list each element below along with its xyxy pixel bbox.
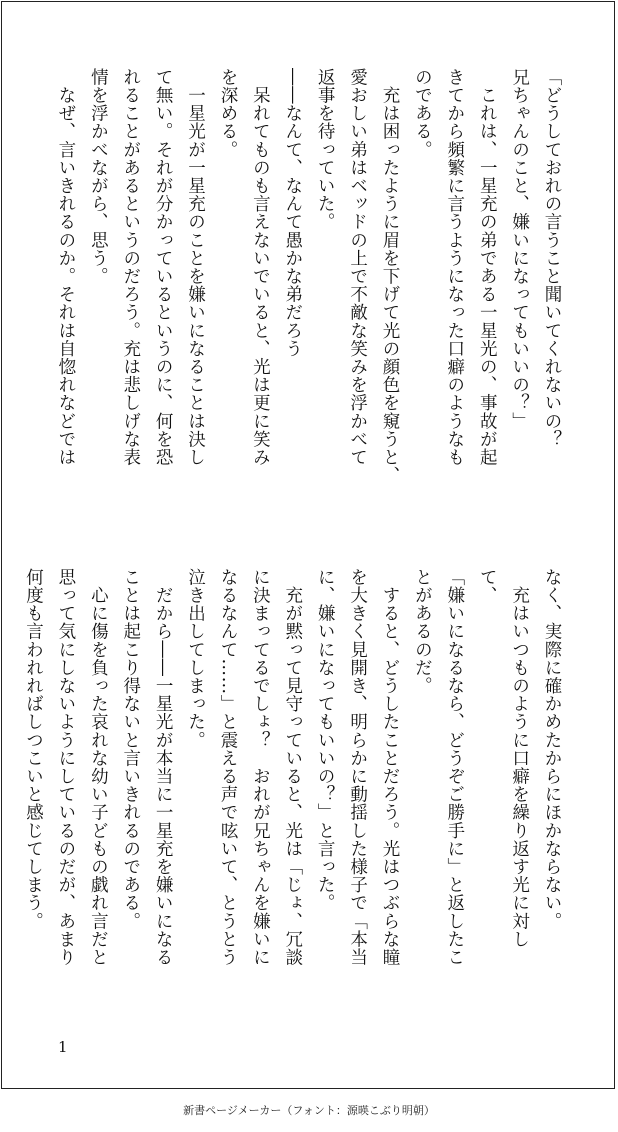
- text-line: 何度も言われればしつこいと感じてしまう。: [23, 568, 44, 930]
- text-line: 泣き出してしまった。: [185, 568, 206, 749]
- text-line: 心に傷を負った哀れな幼い子どもの戯れ言だと: [88, 568, 109, 967]
- text-line: ――なんて、なんて愚かな弟だろう: [282, 68, 303, 358]
- text-line: なく、実際に確かめたからにほかならない。: [542, 568, 562, 930]
- text-line: きてから頻繁に言うようになった口癖のようなも: [444, 68, 465, 467]
- text-line: とがあるのだ。: [412, 568, 433, 695]
- text-line: なぜ、言いきれるのか。それは自惚れなどでは: [55, 68, 76, 467]
- text-line: 返事を待っていた。: [315, 68, 336, 231]
- text-block-top: [46, 68, 568, 516]
- text-line: 「どうしておれの言うこと聞いてくれないの？: [542, 68, 562, 449]
- text-line: 呆れてものも言えないでいると、光は更に笑み: [250, 68, 271, 467]
- text-line: 愛おしい弟はベッドの上で不敵な笑みを浮かべて: [347, 68, 368, 467]
- text-block-bottom: [23, 568, 568, 968]
- text-line: 思って気にしないようにしているのだが、あまり: [55, 568, 76, 967]
- text-line: 一星光が一星充のことを嫌いになることは決し: [185, 68, 206, 467]
- text-line: 充はいつものように口癖を繰り返す光に対して、: [477, 568, 530, 949]
- footer-credit: 新書ページメーカー（フォント：源暎こぶり明朝）: [183, 1104, 435, 1117]
- text-line: 情を浮かべながら、思う。: [88, 68, 109, 286]
- text-line: すると、どうしたことだろう。光はつぶらな瞳: [379, 568, 400, 967]
- page-frame: [1, 1, 615, 1089]
- text-line: これは、一星充の弟である一星光の、事故が起: [477, 68, 498, 467]
- text-line: に、嫌いになってもいいの？」と言った。: [315, 568, 336, 912]
- text-line: のである。: [412, 68, 433, 159]
- text-line: れることがあるというのだろう。充は悲しげな表: [120, 68, 141, 467]
- text-line: に決まってるでしょ？ おれが兄ちゃんを嫌いに: [250, 568, 271, 967]
- text-line: 兄ちゃんのこと、嫌いになってもいいの？」: [509, 68, 530, 430]
- text-line: て無い。それが分かっているというのに、何を恐: [153, 68, 174, 467]
- text-line: 充が黙って見守っていると、光は「じょ、冗談: [282, 568, 303, 967]
- text-line: を大きく見開き、明らかに動揺した様子で「本当: [347, 568, 368, 967]
- text-line: だから――一星光が本当に一星充を嫌いになる: [153, 568, 174, 967]
- text-line: を深める。: [217, 68, 238, 159]
- text-line: 「嫌いになるなら、どうぞご勝手に」と返したこ: [444, 568, 465, 967]
- page-number: 1: [58, 1038, 68, 1056]
- text-line: ことは起こり得ないと言いきれるのである。: [120, 568, 141, 930]
- text-line: 充は困ったように眉を下げて光の顔色を窺うと、: [379, 68, 400, 485]
- text-line: なるなんて……」と震える声で呟いて、とうとう: [217, 568, 238, 967]
